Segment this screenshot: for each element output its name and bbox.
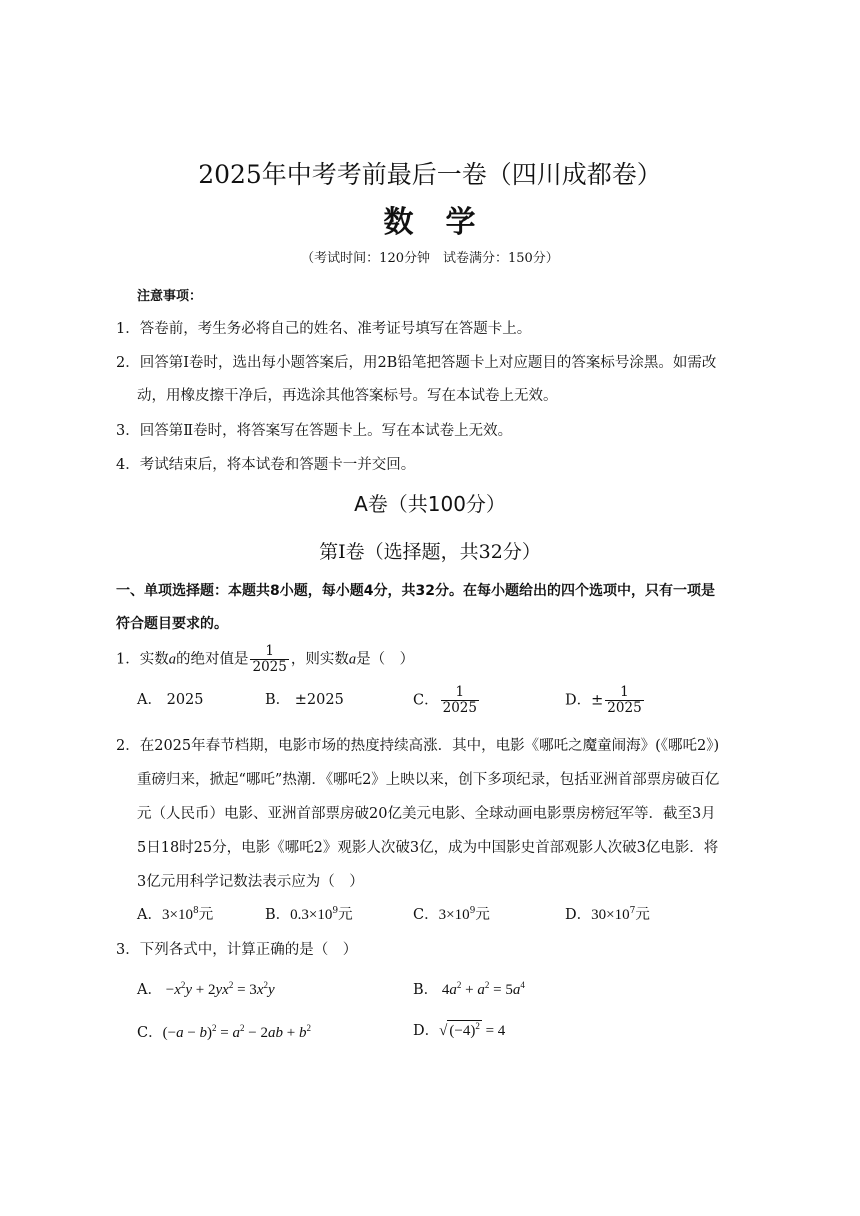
part-1-heading: 第Ⅰ卷（选择题，共32分） xyxy=(319,541,541,563)
math-expression: $(-a - b)^2 = a^2 - 2ab + b^2$ xyxy=(162,1023,311,1041)
q3-option-d: D．√ $(-4)^2 = 4$ xyxy=(413,1021,506,1039)
q2-option-b: B．$0.3\times 10^9$元 xyxy=(265,906,353,923)
q1-option-a: A． 2025 xyxy=(137,692,204,708)
question-2-line: 元（人民币）电影、亚洲首部票房破20亿美元电影、全球动画电影票房榜冠军等．截至3月 xyxy=(137,806,716,822)
exam-title: 2025年中考考前最后一卷（四川成都卷） xyxy=(198,160,662,189)
math-expression: $4a^2 + a^2 = 5a^4$ xyxy=(438,980,525,998)
q3-option-b: B． $4a^2 + a^2 = 5a^4$ xyxy=(413,980,525,998)
question-2-line: 5日18时25分，电影《哪吒2》观影人次破3亿，成为中国影史首部观影人次破3亿电影．将 xyxy=(137,840,719,856)
question-1-stem: 1．实数a的绝对值是 $\frac{1}{2025}$ ，则实数a是（ ） xyxy=(116,643,415,675)
question-2-line: 重磅归来，掀起“哪吒”热潮．《哪吒2》上映以来，创下多项纪录，包括亚洲首部票房破百亿 xyxy=(137,772,720,788)
q3-option-a: A． $-x^2y + 2yx^2 = 3x^2y$ xyxy=(137,980,275,998)
q2-option-c: C．$3\times 10^9$元 xyxy=(413,906,490,923)
note-item: 1．答卷前，考生务必将自己的姓名、准考证号填写在答题卡上。 xyxy=(116,321,532,337)
question-3-stem: 3．下列各式中，计算正确的是（ ） xyxy=(116,942,358,958)
math-expression: √ $(-4)^2 = 4$ xyxy=(439,1021,506,1039)
note-item: 2．回答第Ⅰ卷时，选出每小题答案后，用2B铅笔把答题卡上对应题目的答案标号涂黑。如需改 xyxy=(116,355,717,371)
note-item: 4．考试结束后，将本试卷和答题卡一并交回。 xyxy=(116,457,416,473)
math-expression: $-x^2y + 2yx^2 = 3x^2y$ xyxy=(161,980,275,998)
question-2-line: 2．在2025年春节档期，电影市场的热度持续高涨．其中，电影《哪吒之魔童闹海》(《哪吒2》) xyxy=(116,738,720,754)
q1-option-c: C． $\frac{1}{2025}$ xyxy=(413,684,477,716)
section-a-heading: A卷（共100分） xyxy=(354,492,506,516)
q3-option-c: C．$(-a - b)^2 = a^2 - 2ab + b^2$ xyxy=(137,1023,311,1041)
subject-title: 数 学 xyxy=(383,205,477,240)
fraction: $\frac{1}{2025}$ xyxy=(252,643,287,675)
instructions-line: 符合题目要求的。 xyxy=(116,616,228,632)
exam-info: （考试时间：120分钟 试卷满分：150分） xyxy=(301,251,559,266)
q1-option-b: B． ±2025 xyxy=(265,692,344,708)
notes-heading: 注意事项： xyxy=(137,289,203,304)
instructions-line: 一、单项选择题：本题共8小题，每小题4分，共32分。在每小题给出的四个选项中，只有一项是 xyxy=(116,583,715,599)
note-item: 3．回答第Ⅱ卷时，将答案写在答题卡上。写在本试卷上无效。 xyxy=(116,423,513,439)
question-2-line: 3亿元用科学记数法表示应为（ ） xyxy=(137,874,364,890)
q1-option-d: D．± $\frac{1}{2025}$ xyxy=(565,684,642,716)
q2-option-d: D．$30\times 10^7$元 xyxy=(565,906,650,923)
note-item: 动，用橡皮擦干净后，再选涂其他答案标号。写在本试卷上无效。 xyxy=(137,388,558,404)
q2-option-a: A．$3\times 10^8$元 xyxy=(137,906,214,923)
